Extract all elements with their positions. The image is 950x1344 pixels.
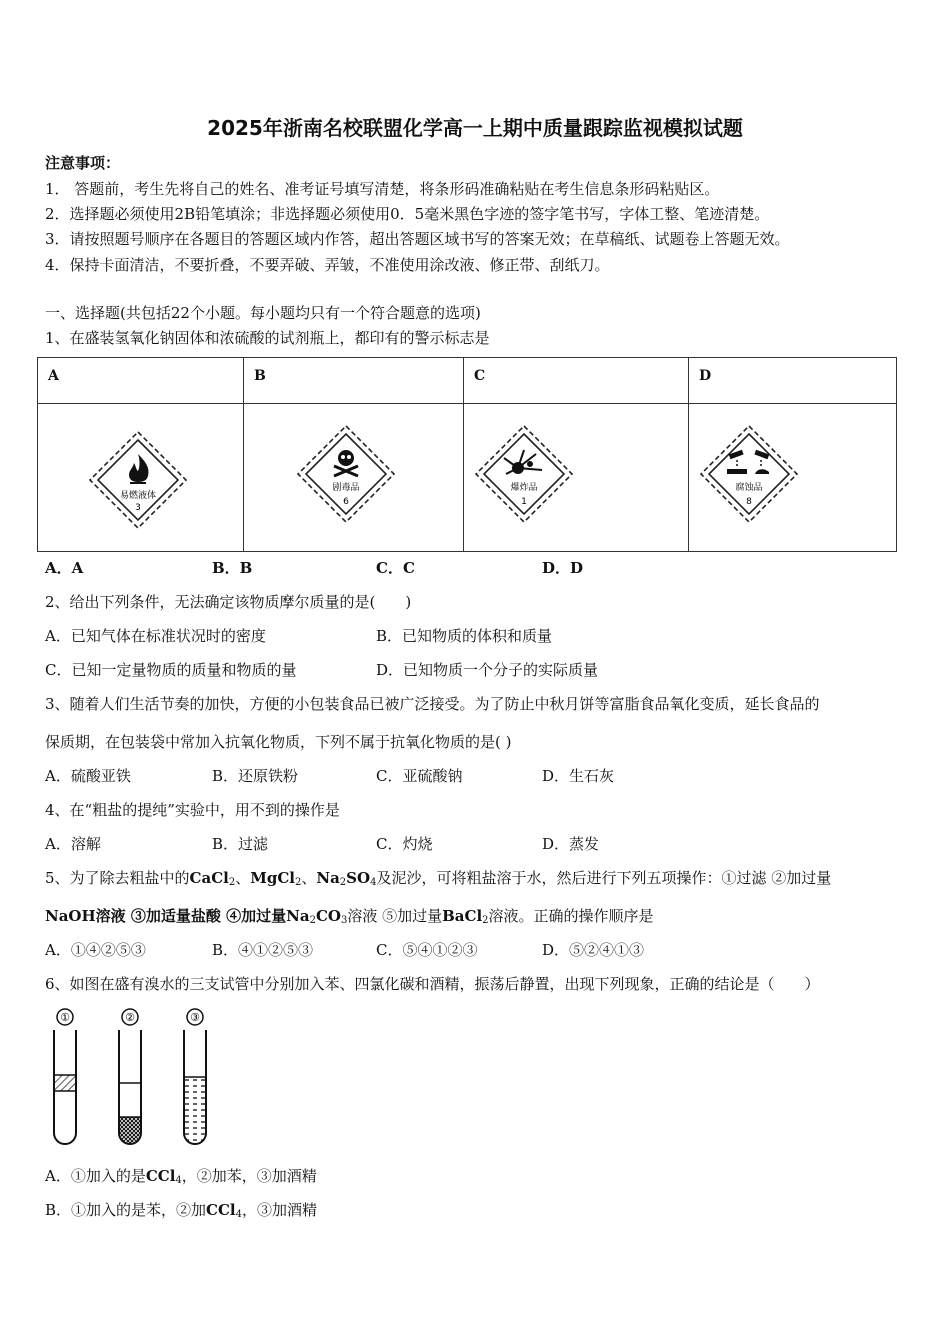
q6-option-a: A．①加入的是CCl$_4$，②加苯，③加酒精: [45, 1167, 317, 1186]
q3-option: C．亚硫酸钠: [376, 767, 463, 785]
q3-option: A．硫酸亚铁: [45, 767, 131, 785]
q2-option: A．已知气体在标准状况时的密度: [45, 627, 266, 645]
notice-item: 1． 答题前，考生先将自己的姓名、准考证号填写清楚，将条形码准确粘贴在考生信息条形码粘贴区。: [45, 180, 720, 198]
page-title: 2025年浙南名校联盟化学高一上期中质量跟踪监视模拟试题: [207, 116, 743, 140]
q4-option: A．溶解: [45, 835, 101, 853]
q5-option: A．①④②⑤③: [45, 941, 146, 959]
sign-cell-d: [689, 404, 897, 552]
notice-item: 2．选择题必须使用2B铅笔填涂；非选择题必须使用0．5毫米黑色字迹的签字笔书写，字体工整、笔迹清楚。: [45, 205, 770, 223]
sign-label: 易燃液体: [119, 491, 157, 501]
sign-number: 6: [343, 497, 349, 507]
q1-option: D．D: [542, 559, 584, 577]
sign-label: 腐蚀品: [735, 483, 763, 493]
section-heading: 一、选择题(共包括22个小题。每小题均只有一个符合题意的选项): [45, 304, 481, 322]
q5-stem: NaOH溶液 ③加适量盐酸 ④加过量$Na_2CO_3$溶液 ⑤加过量BaCl$_2$溶液。正确的操作顺序是: [45, 907, 654, 926]
q3-stem: 3、随着人们生活节奏的加快，方便的小包装食品已被广泛接受。为了防止中秋月饼等富脂食品氧化变质，延长食品的: [45, 695, 820, 713]
q4-option: D．蒸发: [542, 835, 600, 853]
corrosive-icon: [699, 424, 799, 524]
flame-icon: [88, 430, 188, 530]
table-header-a: A: [38, 358, 244, 404]
skull-crossbones-icon: [296, 424, 396, 524]
table-header-d: D: [689, 358, 897, 404]
sign-number: 8: [746, 497, 752, 507]
q4-stem: 4、在“粗盐的提纯”实验中，用不到的操作是: [45, 801, 340, 819]
q1-option: B．B: [212, 559, 253, 577]
q5-option: B．④①②⑤③: [212, 941, 314, 959]
q1-option: C．C: [376, 559, 415, 577]
q5-option: C．⑤④①②③: [376, 941, 478, 959]
q6-stem: 6、如图在盛有溴水的三支试管中分别加入苯、四氯化碳和酒精，振荡后静置，出现下列现象，正确的结论是（ ）: [45, 975, 820, 993]
table-header-c: C: [464, 358, 689, 404]
notice-item: 4．保持卡面清洁，不要折叠，不要弄破、弄皱，不准使用涂改液、修正带、刮纸刀。: [45, 256, 610, 274]
q3-option: B．还原铁粉: [212, 767, 299, 785]
test-tubes-figure: [40, 1005, 240, 1155]
explosion-icon: [474, 424, 574, 524]
sign-label: 爆炸品: [510, 483, 538, 493]
q6-option-b: B．①加入的是苯，②加CCl$_4$，③加酒精: [45, 1201, 317, 1220]
q5-option: D．⑤②④①③: [542, 941, 645, 959]
table-header-b: B: [244, 358, 464, 404]
q1-sign-table: [37, 357, 897, 552]
sign-cell-b: [244, 404, 464, 552]
notice-item: 3．请按照题号顺序在各题目的答题区域内作答，超出答题区域书写的答案无效；在草稿纸、试题卷上答题无效。: [45, 230, 790, 248]
q3-option: D．生石灰: [542, 767, 615, 785]
q2-option: B．已知物质的体积和质量: [376, 627, 553, 645]
q1-stem: 1、在盛装氢氧化钠固体和浓硫酸的试剂瓶上，都印有的警示标志是: [45, 329, 490, 347]
notice-heading: 注意事项：: [45, 154, 121, 172]
q2-stem: 2、给出下列条件，无法确定该物质摩尔质量的是( ): [45, 593, 412, 611]
q4-option: C．灼烧: [376, 835, 433, 853]
q5-stem: 5、为了除去粗盐中的CaCl$_2$、MgCl$_2$、$Na_2SO_4$及泥沙，可将粗盐溶于水，然后进行下列五项操作：①过滤 ②加过量: [45, 869, 832, 888]
q3-stem: 保质期，在包装袋中常加入抗氧化物质，下列不属于抗氧化物质的是( ): [45, 733, 512, 751]
q1-option: A．A: [45, 559, 84, 577]
sign-number: 3: [135, 503, 141, 513]
sign-cell-c: [464, 404, 689, 552]
q2-option: C．已知一定量物质的质量和物质的量: [45, 661, 297, 679]
tube-label: ②: [125, 1011, 135, 1024]
q2-option: D．已知物质一个分子的实际质量: [376, 661, 599, 679]
sign-number: 1: [521, 497, 527, 507]
q4-option: B．过滤: [212, 835, 269, 853]
sign-label: 剧毒品: [332, 483, 360, 493]
tube-label: ③: [190, 1011, 200, 1024]
sign-cell-a: [38, 404, 244, 552]
tube-label: ①: [60, 1011, 70, 1024]
